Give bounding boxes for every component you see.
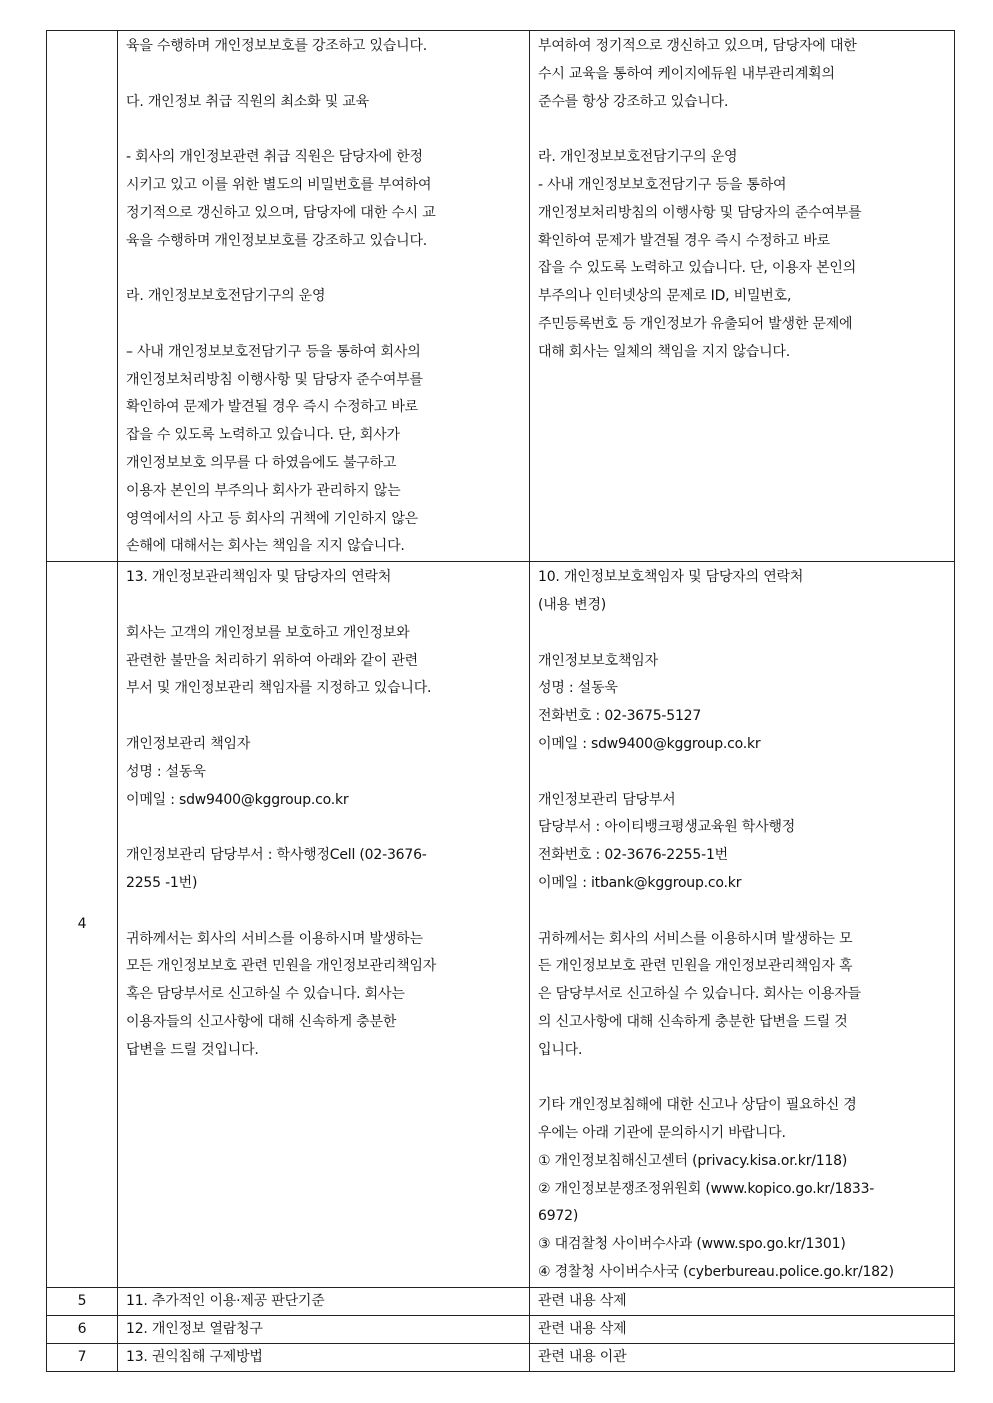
before-text: [126, 562, 521, 1064]
table-row: [47, 562, 955, 1288]
text-line: - 사내 개인정보보호전담기구 등을 통하여: [538, 176, 787, 193]
text-line: 6972): [538, 1208, 579, 1225]
text-line: 성명 : 설동욱: [126, 763, 206, 780]
table-row: [47, 1343, 955, 1371]
text-line: 이메일 : itbank@kggroup.co.kr: [538, 874, 742, 891]
text-line: 라. 개인정보보호전담기구의 운영: [126, 288, 326, 305]
comparison-table: [46, 30, 955, 1372]
text-line: 전화번호 : 02-3676-2255-1번: [538, 847, 728, 864]
text-line: 개인정보처리방침의 이행사항 및 담당자의 준수여부를: [538, 204, 862, 221]
text-line: 2255 -1번): [126, 874, 198, 891]
text-line: 대해 회사는 일체의 책임을 지지 않습니다.: [538, 343, 791, 360]
after-text-cell: 관련 내용 삭제: [530, 1315, 955, 1343]
text-line: [126, 116, 521, 144]
text-line: 라. 개인정보보호전담기구의 운영: [538, 149, 738, 166]
row-number: 5: [47, 1287, 118, 1315]
text-line: 귀하께서는 회사의 서비스를 이용하시며 발생하는 모: [538, 930, 853, 947]
text-line: 입니다.: [538, 1041, 583, 1058]
after-text-cell: [530, 562, 955, 1288]
text-line: (내용 변경): [538, 596, 607, 613]
before-text-cell: [118, 31, 530, 562]
text-line: 수시 교육을 통하여 케이지에듀원 내부관리계획의: [538, 65, 835, 82]
text-line: 개인정보보호책임자: [538, 652, 658, 669]
text-line: 주민등록번호 등 개인정보가 유출되어 발생한 문제에: [538, 315, 853, 332]
text-line: [126, 814, 521, 842]
text-line: 담당부서 : 아이티뱅크평생교육원 학사행정: [538, 819, 796, 836]
text-line: 13. 개인정보관리책임자 및 담당자의 연락처: [126, 569, 392, 586]
text-line: 부여하여 정기적으로 갱신하고 있으며, 담당자에 대한: [538, 38, 857, 54]
text-line: ② 개인정보분쟁조정위원회 (www.kopico.go.kr/1833-: [538, 1180, 875, 1197]
row-number: 7: [47, 1343, 118, 1371]
table-row: [47, 1315, 955, 1343]
text-line: 10. 개인정보보호책임자 및 담당자의 연락처: [538, 569, 804, 586]
text-line: 준수를 항상 강조하고 있습니다.: [538, 93, 729, 110]
text-line: ④ 경찰청 사이버수사국 (cyberbureau.police.go.kr/182): [538, 1264, 894, 1281]
text-line: 개인정보보호 의무를 다 하였음에도 불구하고: [126, 454, 397, 471]
text-line: [538, 759, 946, 787]
text-line: 영역에서의 사고 등 회사의 귀책에 기인하지 않은: [126, 510, 418, 527]
text-line: 답변을 드릴 것입니다.: [126, 1041, 259, 1058]
text-line: 잡을 수 있도록 노력하고 있습니다. 단, 회사가: [126, 427, 400, 444]
text-line: 혹은 담당부서로 신고하실 수 있습니다. 회사는: [126, 986, 405, 1003]
text-line: 육을 수행하며 개인정보보호를 강조하고 있습니다.: [126, 232, 428, 249]
text-line: 다. 개인정보 취급 직원의 최소화 및 교육: [126, 93, 369, 110]
text-line: - 회사의 개인정보관련 취급 직원은 담당자에 한정: [126, 149, 423, 166]
text-line: 육을 수행하며 개인정보보호를 강조하고 있습니다.: [126, 38, 428, 54]
text-line: 든 개인정보보호 관련 민원을 개인정보관리책임자 혹: [538, 958, 853, 975]
text-line: 귀하께서는 회사의 서비스를 이용하시며 발생하는: [126, 930, 423, 947]
text-line: 개인정보관리 책임자: [126, 735, 251, 752]
text-line: [126, 703, 521, 731]
text-line: 확인하여 문제가 발견될 경우 즉시 수정하고 바로: [126, 399, 418, 416]
text-line: [538, 116, 946, 144]
after-text-cell: 관련 내용 삭제: [530, 1287, 955, 1315]
text-line: 성명 : 설동욱: [538, 680, 618, 697]
table-row: [47, 1287, 955, 1315]
text-line: 우에는 아래 기관에 문의하시기 바랍니다.: [538, 1125, 786, 1142]
after-text-cell: [530, 31, 955, 562]
row-number: [47, 31, 118, 562]
text-line: 개인정보관리 담당부서: [538, 791, 676, 808]
text-line: 이용자 본인의 부주의나 회사가 관리하지 않는: [126, 482, 401, 499]
text-line: 손해에 대해서는 회사는 책임을 지지 않습니다.: [126, 538, 405, 555]
text-line: 개인정보관리 담당부서 : 학사행정Cell (02-3676-: [126, 847, 427, 864]
text-line: ③ 대검찰청 사이버수사과 (www.spo.go.kr/1301): [538, 1236, 846, 1253]
text-line: 모든 개인정보보호 관련 민원을 개인정보관리책임자: [126, 958, 437, 975]
text-line: 의 신고사항에 대해 신속하게 충분한 답변을 드릴 것: [538, 1013, 848, 1030]
text-line: – 사내 개인정보보호전담기구 등을 통하여 회사의: [126, 343, 421, 360]
text-line: 개인정보처리방침 이행사항 및 담당자 준수여부를: [126, 371, 423, 388]
row-number: 4: [47, 562, 118, 1288]
text-line: 기타 개인정보침해에 대한 신고나 상담이 필요하신 경: [538, 1097, 857, 1114]
before-text: [126, 31, 521, 561]
table-row: [47, 31, 955, 562]
text-line: [538, 898, 946, 926]
text-line: 확인하여 문제가 발견될 경우 즉시 수정하고 바로: [538, 232, 830, 249]
before-text-cell: 13. 권익침해 구제방법: [118, 1343, 530, 1371]
before-text-cell: 12. 개인정보 열람청구: [118, 1315, 530, 1343]
text-line: 부서 및 개인정보관리 책임자를 지정하고 있습니다.: [126, 680, 432, 697]
text-line: [126, 898, 521, 926]
text-line: 관련한 불만을 처리하기 위하여 아래와 같이 관련: [126, 652, 418, 669]
text-line: 잡을 수 있도록 노력하고 있습니다. 단, 이용자 본인의: [538, 260, 857, 277]
text-line: 이용자들의 신고사항에 대해 신속하게 충분한: [126, 1013, 397, 1030]
text-line: 회사는 고객의 개인정보를 보호하고 개인정보와: [126, 624, 410, 641]
text-line: ① 개인정보침해신고센터 (privacy.kisa.or.kr/118): [538, 1152, 848, 1169]
text-line: 이메일 : sdw9400@kggroup.co.kr: [126, 791, 349, 808]
text-line: 부주의나 인터넷상의 문제로 ID, 비밀번호,: [538, 288, 792, 305]
row-number: 6: [47, 1315, 118, 1343]
after-text: [538, 562, 946, 1287]
after-text-cell: 관련 내용 이관: [530, 1343, 955, 1371]
text-line: 이메일 : sdw9400@kggroup.co.kr: [538, 735, 761, 752]
text-line: 정기적으로 갱신하고 있으며, 담당자에 대한 수시 교: [126, 204, 436, 221]
text-line: [538, 1064, 946, 1092]
before-text-cell: [118, 562, 530, 1288]
after-text: [538, 31, 946, 367]
text-line: [126, 255, 521, 283]
text-line: 은 담당부서로 신고하실 수 있습니다. 회사는 이용자들: [538, 986, 861, 1003]
text-line: [538, 620, 946, 648]
text-line: [126, 592, 521, 620]
text-line: 전화번호 : 02-3675-5127: [538, 708, 702, 725]
before-text-cell: 11. 추가적인 이용·제공 판단기준: [118, 1287, 530, 1315]
text-line: [126, 61, 521, 89]
text-line: 시키고 있고 이를 위한 별도의 비밀번호를 부여하여: [126, 176, 432, 193]
text-line: [126, 311, 521, 339]
